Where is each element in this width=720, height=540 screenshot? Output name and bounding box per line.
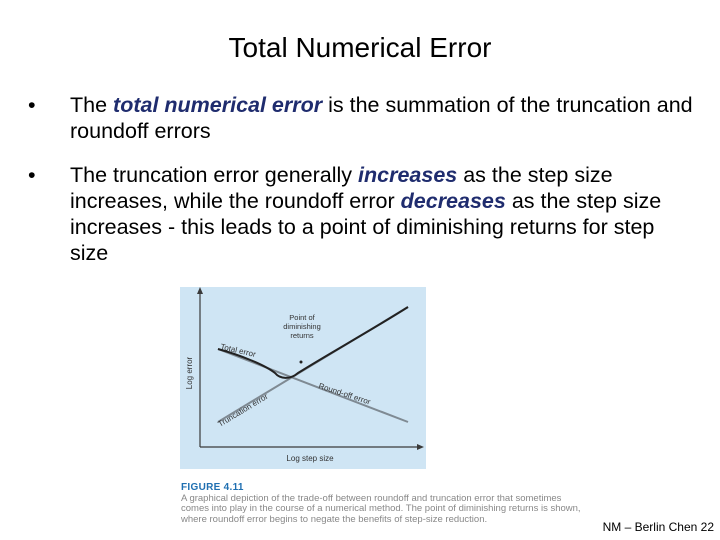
bullet-list <box>28 92 698 284</box>
emphasis-total-error: total numerical error <box>113 93 323 117</box>
figure-graphic <box>180 287 426 469</box>
text-run: is the summation of the truncation and roundoff errors <box>70 93 693 143</box>
bullet-dot: • <box>28 93 36 117</box>
text-run: The truncation error generally <box>70 163 359 187</box>
point-label-line-1: Point of <box>289 313 315 322</box>
point-label-line-3: returns <box>290 331 314 340</box>
roundoff-error-label: Round-off error <box>317 381 372 407</box>
bullet-text <box>70 162 698 266</box>
slide-footer: NM – Berlin Chen 22 <box>602 520 714 534</box>
point-label-line-2: diminishing <box>283 322 321 331</box>
error-tradeoff-figure <box>180 287 426 469</box>
figure-caption-text: A graphical depiction of the trade-off between roundoff and truncation error that sometimes comes into play in the course of a numerical method. The point of diminishing returns is shown, where roundoff error begins to negate the benefits of step-size reduction. <box>181 492 581 525</box>
x-axis-label: Log step size <box>286 454 334 463</box>
x-axis-arrow-icon <box>417 444 424 450</box>
bullet-tradeoff <box>28 162 698 266</box>
slide-title: Total Numerical Error <box>228 32 492 63</box>
total-error-label: Total error <box>219 342 257 360</box>
figure-caption <box>181 483 581 525</box>
truncation-error-label: Truncation error <box>216 391 270 429</box>
bullet-text <box>70 92 698 144</box>
bullet-total-error <box>28 92 698 144</box>
bullet-dot: • <box>28 163 36 187</box>
y-axis-label: Log error <box>185 356 194 390</box>
text-run: as the step size increases - this leads to a point of diminishing returns for step size <box>70 189 662 265</box>
text-run: The <box>70 93 114 117</box>
minimum-marker <box>300 361 303 364</box>
figure-caption-label: FIGURE 4.11 <box>181 482 244 493</box>
y-axis-arrow-icon <box>197 287 203 294</box>
text-run: as the step size increases, while the roundoff error <box>70 163 613 213</box>
emphasis-increases: increases <box>358 163 458 187</box>
emphasis-decreases: decreases <box>400 189 506 213</box>
